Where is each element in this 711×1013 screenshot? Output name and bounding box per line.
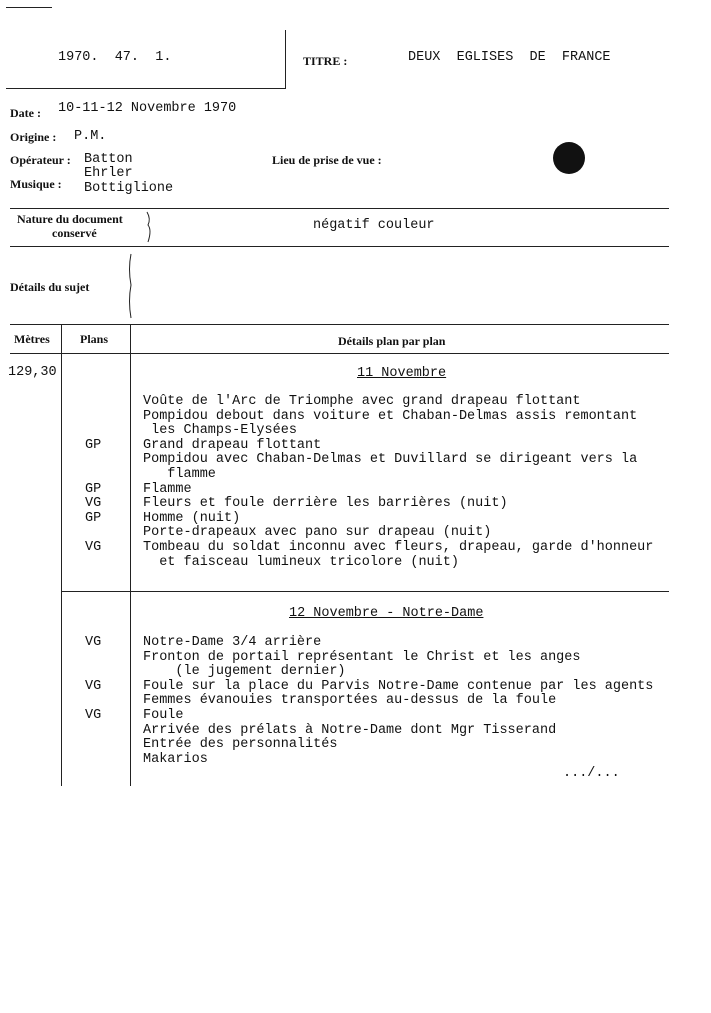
section-title-12-novembre: 12 Novembre - Notre-Dame [289, 606, 484, 621]
details-sujet-label: Détails du sujet [10, 280, 90, 294]
shot-description: Entrée des personnalités [143, 737, 338, 753]
document-title: DEUX EGLISES DE FRANCE [408, 50, 611, 65]
shot-description: Pompidou avec Chaban-Delmas et Duvillard se dirigeant vers la [143, 452, 638, 468]
operateur-label: Opérateur : [10, 153, 71, 167]
musique-label: Musique : [10, 177, 62, 191]
operateur-value: Batton [84, 152, 133, 167]
shot-description: Tombeau du soldat inconnu avec fleurs, drapeau, garde d'honneur [143, 540, 654, 555]
section-separator-rule [61, 591, 669, 592]
nature-value: négatif couleur [313, 218, 435, 233]
shot-description: Porte-drapeaux avec pano sur drapeau (nuit) [143, 525, 492, 541]
shot-description: flamme [143, 467, 216, 482]
reference-number: 1970. 47. 1. [58, 50, 172, 65]
col-divider-2 [130, 325, 131, 786]
plan-cell: GP [85, 481, 102, 497]
col-header-plans: Plans [80, 332, 109, 346]
shot-description: Arrivée des prélats à Notre-Dame dont Mgr Tisserand [143, 722, 557, 738]
section-title-11-novembre: 11 Novembre [357, 366, 447, 381]
plan-cell: VG [85, 635, 102, 650]
shot-description: Notre-Dame 3/4 arrière [143, 635, 322, 650]
nature-label-2: conservé [52, 226, 97, 240]
plan-cell: VG [85, 678, 102, 694]
shot-description: Foule [143, 708, 184, 723]
shot-description: Foule sur la place du Parvis Notre-Dame contenue par les agents [143, 678, 654, 694]
nature-brace-icon [144, 210, 154, 244]
shot-description: Grand drapeau flottant [143, 437, 322, 453]
table-header-rule [10, 353, 669, 354]
table-top-rule [10, 324, 669, 325]
date-label: Date : [10, 106, 41, 120]
col-header-details: Détails plan par plan [338, 334, 446, 348]
shot-description: Flamme [143, 481, 192, 497]
shot-description: Makarios [143, 751, 208, 767]
header-box-right [285, 30, 286, 89]
nature-top-rule [10, 208, 669, 209]
plan-cell: VG [85, 540, 102, 555]
shot-description: les Champs-Elysées [143, 423, 297, 439]
lieu-label: Lieu de prise de vue : [272, 153, 382, 167]
musique-value-1: Ehrler [84, 166, 133, 181]
shot-description: Fleurs et foule derrière les barrières (nuit) [143, 496, 508, 512]
header-box-bottom [6, 88, 285, 89]
details-brace-icon [126, 252, 136, 320]
top-left-rule [6, 7, 52, 8]
date-value: 10-11-12 Novembre 1970 [58, 101, 237, 116]
metres-value: 129,30 [8, 365, 57, 380]
col-divider-1 [61, 325, 62, 786]
shot-description: Femmes évanouies transportées au-dessus de la foule [143, 693, 557, 709]
plan-cell: VG [85, 496, 102, 512]
continuation-mark: .../... [563, 766, 620, 781]
plan-cell: GP [85, 437, 102, 453]
nature-label-1: Nature du document [17, 212, 123, 226]
col-header-metres: Mètres [14, 332, 50, 346]
plan-cell: GP [85, 510, 102, 526]
shot-description: Pompidou debout dans voiture et Chaban-Delmas assis remontant [143, 408, 638, 424]
musique-value-2: Bottiglione [84, 181, 174, 196]
plan-cell: VG [85, 708, 102, 723]
shot-description: Homme (nuit) [143, 510, 241, 526]
shot-description: Voûte de l'Arc de Triomphe avec grand drapeau flottant [143, 394, 581, 409]
nature-bottom-rule [10, 246, 669, 247]
origine-label: Origine : [10, 130, 57, 144]
origine-value: P.M. [74, 129, 107, 144]
shot-description: (le jugement dernier) [143, 664, 346, 680]
punch-hole-dot [553, 142, 585, 174]
shot-description: Fronton de portail représentant le Christ et les anges [143, 649, 581, 665]
title-label: TITRE : [303, 54, 348, 68]
shot-description: et faisceau lumineux tricolore (nuit) [143, 554, 459, 570]
